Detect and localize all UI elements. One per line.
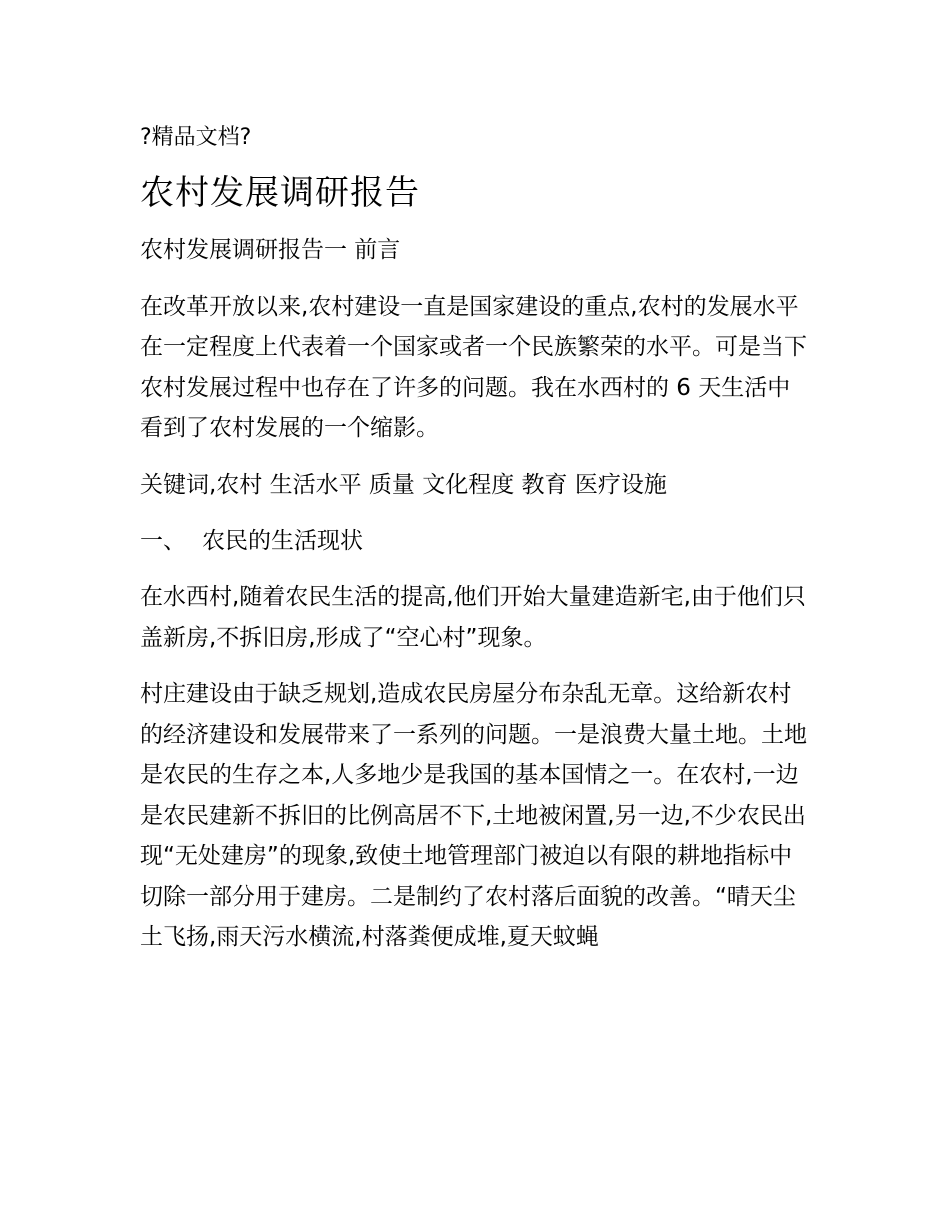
document-title: 农村发展调研报告 [140, 173, 420, 213]
living-paragraph-2: 村庄建设由于缺乏规划,造成农民房屋分布杂乱无章。这给新农村的经济建设和发展带来了一系列的问题。一是浪费大量土地。土地是农民的生存之本,人多地少是我国的基本国情之一。在农村,一边是农民建新不拆旧的比例高居不下,土地被闲置,另一边,不少农民出现“无处建房”的现象,致使土地管理部门被迫以有限的耕地指标中切除一部分用于建房。二是制约了农村落后面貌的改善。“晴天尘土飞扬,雨天污水横流,村落粪便成堆,夏天蚊蝇 [140, 681, 807, 950]
intro-paragraph: 在改革开放以来,农村建设一直是国家建设的重点,农村的发展水平在一定程度上代表着一个国家或者一个民族繁荣的水平。可是当下农村发展过程中也存在了许多的问题。我在水西村的 6 天生活中看到了农村发展的一个缩影。 [140, 293, 807, 441]
section-number: 一、 [140, 528, 186, 554]
section-title: 农民的生活现状 [202, 528, 363, 554]
living-paragraph-1: 在水西村,随着农民生活的提高,他们开始大量建造新宅,由于他们只盖新房,不拆旧房,形成了“空心村”现象。 [140, 584, 806, 651]
header-label: ?精品文档? [140, 125, 252, 150]
section-heading [140, 521, 810, 561]
document-page [140, 118, 810, 974]
keywords-paragraph: 关键词,农村 生活水平 质量 文化程度 教育 医疗设施 [140, 471, 667, 498]
document-subtitle: 农村发展调研报告一 前言 [140, 237, 401, 263]
